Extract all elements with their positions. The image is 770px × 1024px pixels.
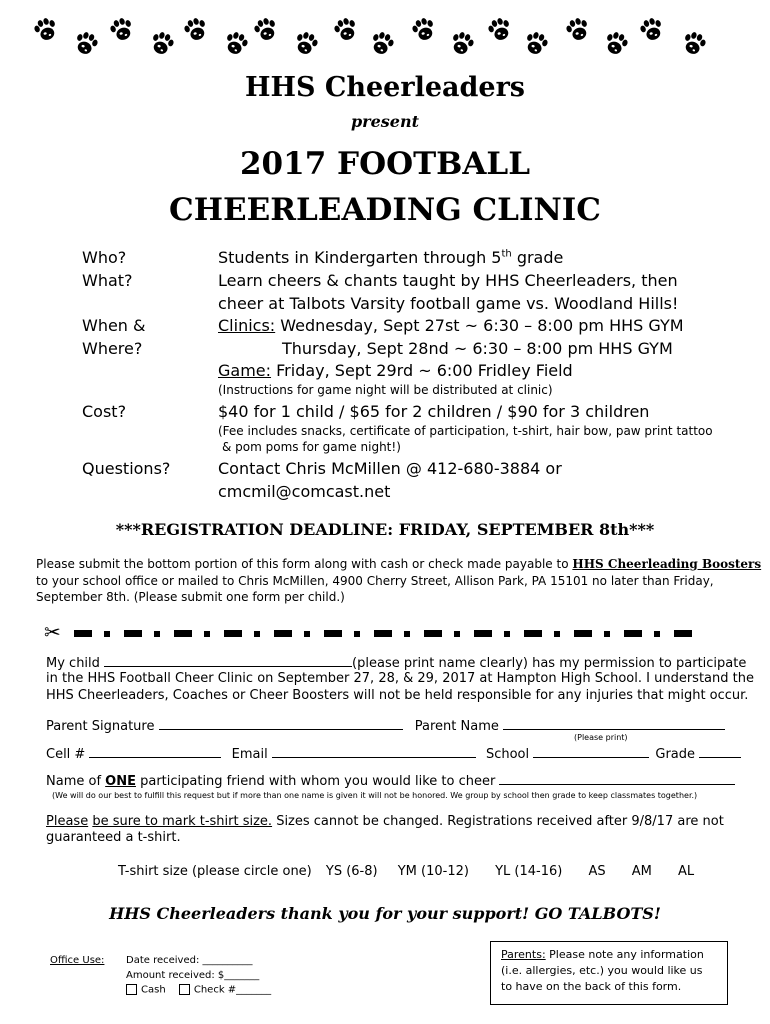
paw-print-icon [331, 15, 361, 45]
clinic-2: Thursday, Sept 28nd ~ 6:30 – 8:00 pm HHS GYM [282, 339, 673, 358]
cut-line-dot [104, 631, 110, 637]
paw-print-icon [367, 29, 397, 59]
payment-method: Cash Check #_______ [126, 984, 271, 996]
cut-line-dot [304, 631, 310, 637]
cut-line-dash [224, 630, 242, 637]
cut-line-dot [454, 631, 460, 637]
cost-label: Cost? [82, 402, 127, 421]
size-ym[interactable]: YM (10-12) [397, 864, 469, 879]
paw-print-icon [107, 15, 137, 45]
what-value-2: cheer at Talbots Varsity football game vs. Woodland Hills! [218, 294, 679, 313]
cut-line-dot [154, 631, 160, 637]
cell-field[interactable] [89, 745, 221, 758]
thank-you-message: HHS Cheerleaders thank you for your support! GO TALBOTS! [109, 904, 661, 923]
parents-note-box: Parents: Please note any information (i.e. allergies, etc.) you would like us to have on the back of this form. [490, 941, 728, 1005]
tshirt-note-2: guaranteed a t-shirt. [46, 830, 181, 845]
game-value: Game: Friday, Sept 29rd ~ 6:00 Fridley Field [218, 361, 573, 380]
paw-print-icon [31, 15, 61, 45]
cost-value: $40 for 1 child / $65 for 2 children / $90 for 3 children [218, 402, 650, 421]
date-received: Date received: __________ [126, 955, 253, 966]
instructions-line1: Please submit the bottom portion of this form along with cash or check made payable to HHS Cheerleading Boosters [36, 557, 762, 571]
paw-print-icon [485, 15, 515, 45]
cut-line-dash [474, 630, 492, 637]
cut-line-dash [624, 630, 642, 637]
friend-row: Name of ONE participating friend with whom you would like to cheer [46, 772, 735, 789]
size-am[interactable]: AM [631, 864, 652, 879]
cut-line-dash [574, 630, 592, 637]
questions-label: Questions? [82, 459, 171, 478]
email-field[interactable] [272, 745, 476, 758]
paw-print-icon [637, 15, 667, 45]
game-note: (Instructions for game night will be distributed at clinic) [218, 383, 553, 397]
paw-print-icon [251, 15, 281, 45]
please-print-note: (Please print) [574, 733, 628, 742]
paw-print-icon [563, 15, 593, 45]
tshirt-note-1: Please be sure to mark t-shirt size. Sizes cannot be changed. Registrations received after 9/8/17 are not [46, 814, 724, 829]
paw-print-icon [147, 29, 177, 59]
contact-row: Cell # Email School Grade [46, 745, 741, 762]
what-label: What? [82, 271, 133, 290]
size-as[interactable]: AS [588, 864, 606, 879]
registration-deadline: ***REGISTRATION DEADLINE: FRIDAY, SEPTEMBER 8th*** [115, 520, 655, 539]
cut-line-dash [124, 630, 142, 637]
office-use-label: Office Use: [50, 955, 105, 966]
cut-line-dash [374, 630, 392, 637]
paw-print-icon [601, 29, 631, 59]
cut-line-dot [354, 631, 360, 637]
instructions-line2: to your school office or mailed to Chris McMillen, 4900 Cherry Street, Allison Park, PA 15101 no later than Friday, [36, 574, 714, 588]
friend-note: (We will do our best to fulfill this request but if more than one name is given it will not be honored. We group by school then grade to keep classmates together.) [52, 791, 698, 800]
who-label: Who? [82, 248, 127, 267]
cost-note-1: (Fee includes snacks, certificate of participation, t-shirt, hair bow, paw print tattoo [218, 424, 713, 438]
cut-line-dash [274, 630, 292, 637]
where-label: Where? [82, 339, 143, 358]
scissors-icon: ✂ [44, 620, 61, 644]
paw-print-icon [291, 29, 321, 59]
parent-row: Parent Signature Parent Name [46, 717, 725, 734]
cut-line-dot [554, 631, 560, 637]
instructions-line3: September 8th. (Please submit one form per child.) [36, 590, 345, 604]
cut-line-dash [324, 630, 342, 637]
paw-print-icon [521, 29, 551, 59]
check-checkbox[interactable] [179, 984, 190, 995]
clinic-1: Clinics: Wednesday, Sept 27st ~ 6:30 – 8:00 pm HHS GYM [218, 316, 684, 335]
permission-line3: HHS Cheerleaders, Coaches or Cheer Boosters will not be held responsible for any injuries that might occur. [46, 688, 749, 703]
parent-signature-field[interactable] [159, 717, 403, 730]
parent-name-field[interactable] [503, 717, 725, 730]
size-yl[interactable]: YL (14-16) [495, 864, 563, 879]
school-field[interactable] [533, 745, 649, 758]
what-value-1: Learn cheers & chants taught by HHS Cheerleaders, then [218, 271, 678, 290]
contact-email: cmcmil@comcast.net [218, 482, 391, 501]
cut-line-dash [524, 630, 542, 637]
cash-checkbox[interactable] [126, 984, 137, 995]
who-value: Students in Kindergarten through 5th grade [218, 248, 564, 267]
permission-line2: in the HHS Football Cheer Clinic on September 27, 28, & 29, 2017 at Hampton High School. I understand the [46, 671, 754, 686]
cut-line-dot [604, 631, 610, 637]
cut-line-dash [424, 630, 442, 637]
org-title: HHS Cheerleaders [244, 72, 526, 103]
tshirt-size-row: T-shirt size (please circle one) YS (6-8) YM (10-12) YL (14-16) AS AM AL [118, 864, 695, 879]
paw-print-icon [679, 29, 709, 59]
clinic-title-line1: 2017 FOOTBALL [239, 146, 530, 182]
permission-line1: My child (please print name clearly) has my permission to participate [46, 656, 747, 671]
child-name-field[interactable] [104, 654, 352, 667]
paw-print-icon [221, 29, 251, 59]
paw-print-icon [447, 29, 477, 59]
cut-line-dot [504, 631, 510, 637]
when-label: When & [82, 316, 146, 335]
cut-line-dash [674, 630, 692, 637]
paw-print-icon [409, 15, 439, 45]
paw-print-icon [181, 15, 211, 45]
cut-line-dot [254, 631, 260, 637]
clinic-title-line2: CHEERLEADING CLINIC [169, 192, 601, 228]
present-subtitle: present [350, 112, 419, 131]
cost-note-2: & pom poms for game night!) [222, 440, 401, 454]
cut-line-dot [204, 631, 210, 637]
cut-line-dash [174, 630, 192, 637]
size-al[interactable]: AL [678, 864, 695, 879]
grade-field[interactable] [699, 745, 741, 758]
questions-value-1: Contact Chris McMillen @ 412-680-3884 or [218, 459, 562, 478]
cut-line-dot [404, 631, 410, 637]
cut-line-dash [74, 630, 92, 637]
paw-print-icon [71, 29, 101, 59]
friend-name-field[interactable] [499, 772, 735, 785]
cut-line-dot [654, 631, 660, 637]
size-ys[interactable]: YS (6-8) [325, 864, 378, 879]
amount-received: Amount received: $_______ [126, 970, 260, 981]
